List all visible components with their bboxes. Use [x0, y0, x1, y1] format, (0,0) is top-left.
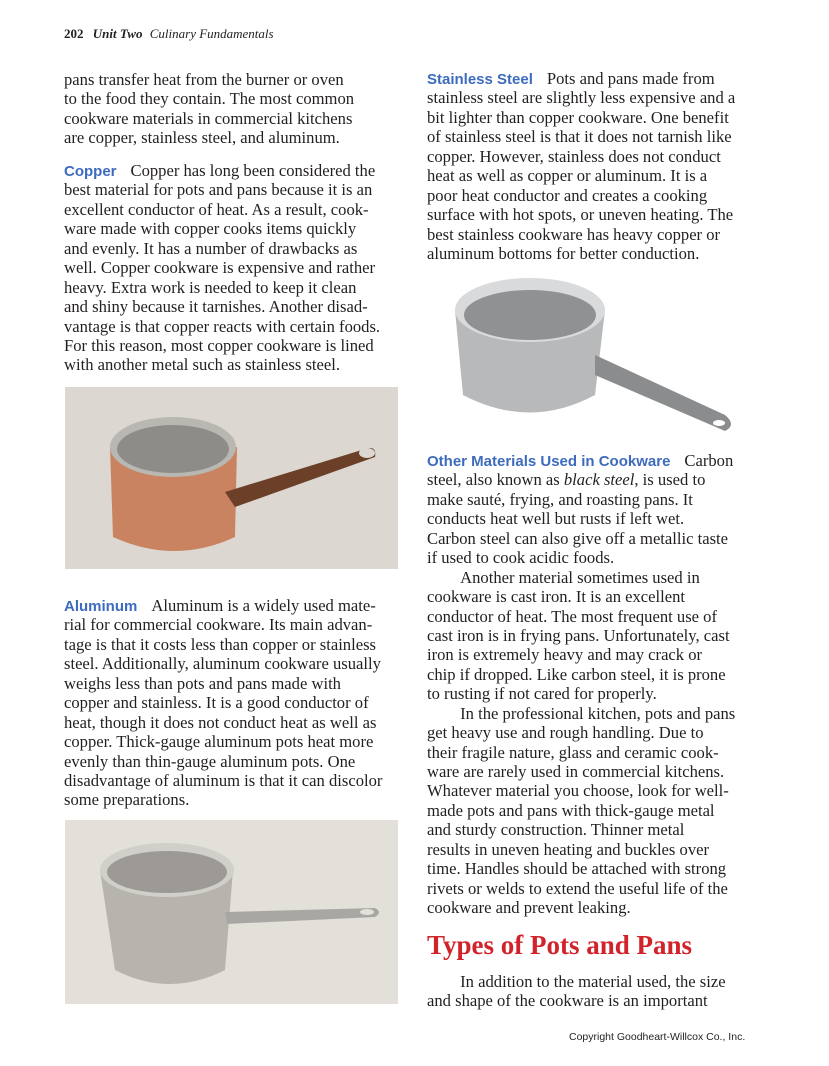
text-line — [64, 771, 382, 790]
text-line — [427, 607, 735, 626]
line-text: copper. However, stainless does not conduct — [427, 146, 721, 166]
text-line — [427, 898, 735, 917]
text-line — [427, 509, 735, 528]
unit-title: Culinary Fundamentals — [149, 26, 274, 41]
text-line — [64, 109, 354, 128]
line-text: make sauté, frying, and roasting pans. It — [427, 489, 693, 509]
text-line — [427, 820, 735, 839]
text-line — [427, 225, 735, 244]
line-text: tage is that it costs less than copper or stainless — [64, 634, 376, 654]
text-line — [427, 147, 735, 166]
text-line — [427, 723, 735, 742]
text-line — [427, 762, 735, 781]
paragraph-lead-heading: Stainless Steel — [427, 71, 533, 88]
line-text: pans transfer heat from the burner or oven — [64, 70, 344, 89]
types-intro-paragraph — [427, 972, 726, 1011]
line-text: excellent conductor of heat. As a result, cook- — [64, 199, 369, 219]
line-text: copper. Thick-gauge aluminum pots heat more — [64, 732, 374, 752]
line-text: their fragile nature, glass and ceramic cook- — [427, 742, 719, 762]
line-text: well. Copper cookware is expensive and rather — [64, 258, 376, 278]
text-line — [427, 186, 735, 205]
line-text: best material for pots and pans because it is an — [64, 180, 373, 200]
text-line — [64, 790, 382, 809]
line-text: In addition to the material used, the size — [456, 972, 726, 991]
text-line — [427, 166, 735, 185]
text-line — [427, 991, 726, 1010]
line-text: ware made with copper cooks items quickly — [64, 219, 357, 239]
line-text: Aluminum is a widely used mate- — [151, 596, 376, 615]
text-line — [64, 180, 380, 199]
line-text: aluminum bottoms for better conduction. — [427, 243, 700, 263]
text-line — [427, 548, 735, 567]
text-line — [427, 587, 735, 606]
line-text: and shape of the cookware is an important — [427, 991, 708, 1011]
line-text: heat as well as copper or aluminum. It is a — [427, 166, 708, 186]
line-text: cookware materials in commercial kitchens — [64, 108, 353, 128]
text-line — [64, 752, 382, 771]
line-text: poor heat conductor and creates a cooking — [427, 185, 708, 205]
text-line — [64, 128, 354, 147]
stainless-steel-paragraph — [427, 69, 735, 263]
text-line — [427, 69, 735, 88]
text-line — [427, 684, 735, 703]
text-line — [427, 704, 735, 723]
text-line — [427, 470, 735, 489]
intro-paragraph — [64, 70, 354, 148]
text-line — [427, 801, 735, 820]
line-text: chip if dropped. Like carbon steel, it is prone — [427, 664, 726, 684]
line-text: some preparations. — [64, 790, 190, 810]
text-line — [64, 596, 382, 615]
line-text: heat, though it does not conduct heat as well as — [64, 712, 377, 732]
text-line — [427, 490, 735, 509]
aluminum-paragraph — [64, 596, 382, 810]
text-line — [64, 297, 380, 316]
line-text: of stainless steel is that it does not tarnish like — [427, 127, 732, 147]
line-text: with another metal such as stainless steel. — [64, 355, 341, 375]
line-text: evenly than thin-gauge aluminum pots. One — [64, 751, 356, 771]
text-line — [64, 258, 380, 277]
line-text: copper and stainless. It is a good conductor of — [64, 693, 369, 713]
text-line — [64, 200, 380, 219]
text-line — [64, 317, 380, 336]
text-line — [427, 972, 726, 991]
line-text: to the food they contain. The most common — [64, 89, 355, 109]
line-text: rivets or welds to extend the useful life of the — [427, 878, 728, 898]
text-line — [427, 879, 735, 898]
text-line — [64, 70, 354, 89]
line-text: Whatever material you choose, look for well- — [427, 781, 729, 801]
unit-label: Unit Two — [92, 26, 143, 41]
line-text: conductor of heat. The most frequent use of — [427, 606, 717, 626]
line-text: Copper has long been considered the — [130, 161, 376, 180]
paragraph-lead-heading: Aluminum — [64, 598, 138, 615]
line-text: if used to cook acidic foods. — [427, 548, 615, 568]
paragraph-lead-heading: Copper — [64, 163, 117, 180]
text-line — [64, 219, 380, 238]
line-text: weighs less than pots and pans made with — [64, 673, 341, 693]
line-text: iron is extremely heavy and may crack or — [427, 645, 703, 665]
line-text: steel, also known as black steel, is used to — [427, 470, 706, 490]
text-line — [64, 635, 382, 654]
line-text: cookware and prevent leaking. — [427, 898, 631, 918]
aluminum-saucepan-photo — [65, 820, 398, 1004]
text-line — [64, 89, 354, 108]
text-line — [427, 840, 735, 859]
line-text: surface with hot spots, or uneven heating. The — [427, 205, 734, 225]
line-text: In the professional kitchen, pots and pans — [456, 703, 736, 723]
text-line — [427, 529, 735, 548]
line-text: and shiny because it tarnishes. Another disad- — [64, 297, 368, 317]
text-line — [64, 278, 380, 297]
text-line — [427, 127, 735, 146]
paragraph-lead-heading: Other Materials Used in Cookware — [427, 453, 671, 470]
text-line — [427, 451, 735, 470]
line-text: and evenly. It has a number of drawbacks as — [64, 238, 358, 258]
section-heading: Types of Pots and Pans — [427, 930, 693, 960]
text-line — [427, 244, 735, 263]
text-line — [64, 732, 382, 751]
text-line — [427, 859, 735, 878]
line-text: results in uneven heating and buckles over — [427, 839, 710, 859]
line-text: vantage is that copper reacts with certain foods. — [64, 316, 381, 336]
text-line — [427, 645, 735, 664]
text-line — [64, 161, 380, 180]
text-line — [64, 693, 382, 712]
text-line — [64, 355, 380, 374]
line-text: and sturdy construction. Thinner metal — [427, 820, 685, 840]
text-line — [427, 568, 735, 587]
text-line — [64, 336, 380, 355]
line-text: disadvantage of aluminum is that it can discolor — [64, 770, 383, 790]
other-materials-paragraph — [427, 451, 735, 918]
stainless-saucepan-photo — [445, 275, 737, 441]
line-text: Pots and pans made from — [546, 69, 715, 88]
text-line — [427, 88, 735, 107]
line-text: steel. Additionally, aluminum cookware usually — [64, 654, 381, 674]
text-line — [427, 108, 735, 127]
text-line — [64, 615, 382, 634]
line-text: get heavy use and rough handling. Due to — [427, 723, 704, 743]
line-text: rial for commercial cookware. Its main advan- — [64, 615, 373, 635]
line-text: heavy. Extra work is needed to keep it clean — [64, 277, 357, 297]
line-text: made pots and pans with thick-gauge metal — [427, 800, 715, 820]
text-line — [64, 674, 382, 693]
copper-paragraph — [64, 161, 380, 375]
running-header — [64, 26, 274, 42]
text-line — [427, 205, 735, 224]
copyright-notice: Copyright Goodheart-Willcox Co., Inc. — [569, 1031, 746, 1043]
text-line — [427, 781, 735, 800]
text-line — [427, 743, 735, 762]
line-text: cast iron is in frying pans. Unfortunately, cast — [427, 625, 730, 645]
text-line — [427, 626, 735, 645]
line-text: to rusting if not cared for properly. — [427, 684, 657, 704]
line-text: cookware is cast iron. It is an excellent — [427, 587, 686, 607]
line-text: bit lighter than copper cookware. One benefit — [427, 107, 729, 127]
text-line — [64, 713, 382, 732]
line-text: conducts heat well but rusts if left wet. — [427, 509, 685, 529]
line-text: ware are rarely used in commercial kitchens. — [427, 762, 725, 781]
line-text: Carbon — [684, 451, 734, 470]
line-text: stainless steel are slightly less expensive and a — [427, 88, 736, 108]
line-text: Carbon steel can also give off a metallic taste — [427, 528, 729, 548]
text-line — [64, 654, 382, 673]
copper-saucepan-photo — [65, 387, 398, 569]
text-line — [427, 665, 735, 684]
line-text: best stainless cookware has heavy copper or — [427, 224, 721, 244]
line-text: are copper, stainless steel, and aluminum. — [64, 128, 340, 148]
line-text: For this reason, most copper cookware is lined — [64, 335, 374, 355]
text-line — [64, 239, 380, 258]
line-text: Another material sometimes used in — [456, 567, 700, 587]
line-text: time. Handles should be attached with strong — [427, 859, 727, 879]
page-number: 202 — [64, 26, 84, 41]
